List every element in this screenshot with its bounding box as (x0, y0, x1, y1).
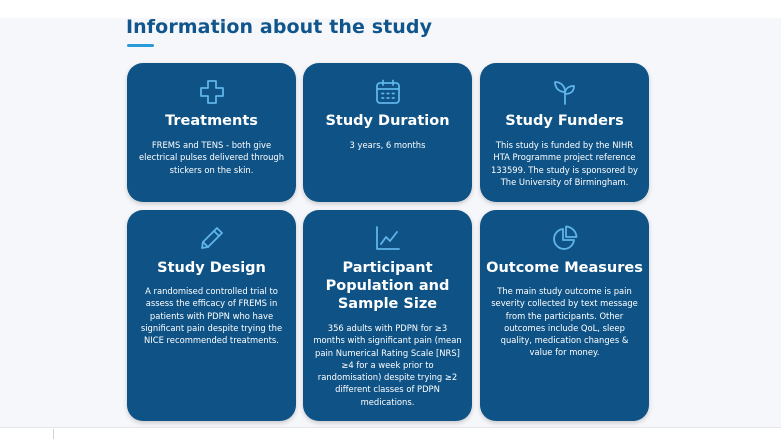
card-text: This study is funded by the NIHR HTA Programme project reference 133599. The study is sponsored by The University of Birmingham. (490, 140, 639, 187)
seedling-icon (551, 78, 579, 106)
card-treatments (127, 63, 296, 202)
card-text: 3 years, 6 months (349, 140, 426, 150)
card-title: Study Design (157, 260, 266, 276)
card-study-funders (480, 63, 649, 202)
calendar-icon (374, 78, 402, 106)
title-underline (127, 44, 154, 47)
section-title: Information about the study (126, 16, 433, 38)
card-title: Participant Population and Sample Size (325, 260, 450, 312)
card-title: Outcome Measures (486, 260, 643, 276)
card-study-design (127, 210, 296, 421)
footer-strip (0, 427, 781, 439)
plus-cross-icon (198, 78, 226, 106)
card-text: A randomised controlled trial to assess the efficacy of FREMS in patients with PDPN who have significant pain despite trying the NICE recommended treatments. (140, 286, 283, 346)
footer-divider (53, 429, 54, 439)
card-outcome-measures (480, 210, 649, 421)
line-chart-icon (374, 224, 402, 252)
card-title: Study Duration (325, 113, 450, 129)
card-study-duration (303, 63, 472, 202)
card-participant-population (303, 210, 472, 421)
pie-chart-icon (551, 224, 579, 252)
card-title: Study Funders (505, 113, 624, 129)
card-title: Treatments (165, 113, 258, 129)
pencil-icon (198, 224, 226, 252)
card-text: The main study outcome is pain severity collected by text message from the participants. Other outcomes include QoL, sleep quality, medication changes & value for money. (491, 286, 638, 358)
card-text: 356 adults with PDPN for ≥3 months with significant pain (mean pain Numerical Rating Scale [NRS] ≥4 for a week prior to randomisation) despite trying ≥2 different classes of PDPN medications. (313, 323, 462, 407)
card-text: FREMS and TENS - both give electrical pulses delivered through stickers on the skin. (138, 140, 285, 175)
